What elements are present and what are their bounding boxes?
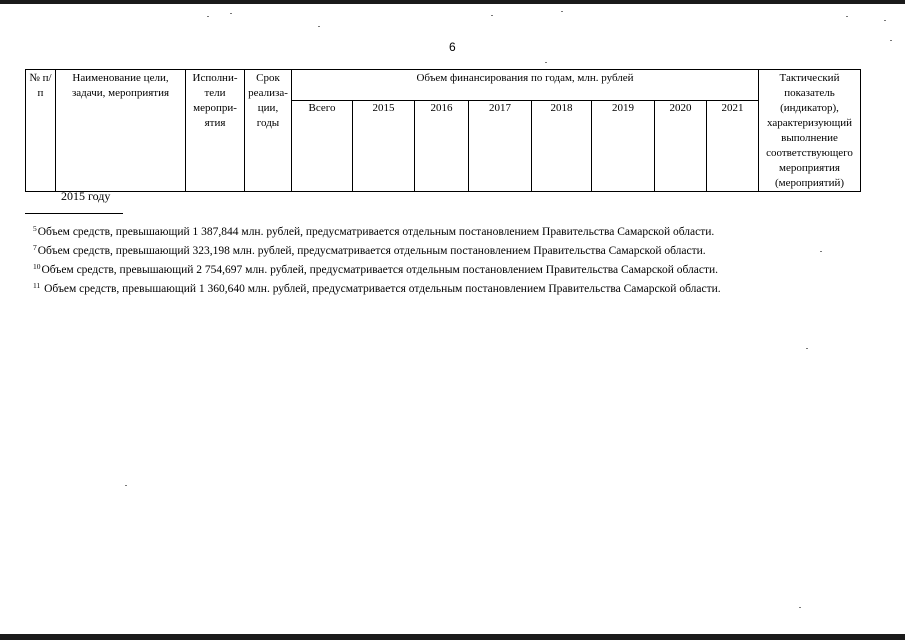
footnote (33, 259, 893, 278)
scan-edge-top (0, 0, 905, 4)
scan-speck (230, 13, 232, 14)
footnote (33, 278, 893, 297)
scan-speck (207, 16, 209, 17)
header-indicator: Тактический показатель (индикатор), характеризующий выполнение соответствующего мероприятия (мероприятий) (759, 70, 861, 192)
footnote (33, 221, 893, 240)
footnote-text: Объем средств, превышающий 1 387,844 млн. рублей, предусматривается отдельным постановлением Правительства Самарской области. (37, 226, 715, 238)
footnote-text: Объем средств, превышающий 323,198 млн. рублей, предусматривается отдельным постановлением Правительства Самарской области. (37, 245, 706, 257)
scan-speck (884, 20, 886, 21)
header-name: Наименование цели, задачи, мероприятия (56, 70, 186, 192)
continuation-text: 2015 году (61, 189, 111, 203)
footnote-mark: 7 (33, 243, 37, 252)
header-executors: Исполни-тели меропри-ятия (186, 70, 245, 192)
footnote-text: Объем средств, превышающий 2 754,697 млн. рублей, предусматривается отдельным постановлением Правительства Самарской области. (41, 264, 719, 276)
scan-speck (125, 485, 127, 486)
scan-speck (491, 15, 493, 16)
header-year-2016: 2016 (415, 101, 469, 192)
footnote-mark: 5 (33, 224, 37, 233)
header-year-2018: 2018 (532, 101, 592, 192)
funding-table (25, 69, 861, 192)
header-term: Срок реализа-ции, годы (245, 70, 292, 192)
scan-speck (561, 11, 563, 12)
header-funding-total: Всего (292, 101, 353, 192)
page-number: 6 (449, 40, 456, 54)
scan-speck (806, 348, 808, 349)
header-year-2019: 2019 (592, 101, 655, 192)
footnote (33, 240, 893, 259)
header-row-number: № п/п (26, 70, 56, 192)
footnote-mark: 11 (33, 281, 41, 290)
header-year-2015: 2015 (353, 101, 415, 192)
footnotes (33, 221, 893, 297)
scan-speck (799, 607, 801, 608)
header-year-2017: 2017 (469, 101, 532, 192)
header-year-2020: 2020 (655, 101, 707, 192)
scan-speck (890, 40, 892, 41)
header-funding-group: Объем финансирования по годам, млн. рублей (292, 70, 759, 101)
scan-speck (318, 26, 320, 27)
footnote-separator (25, 213, 123, 214)
scan-speck (545, 62, 547, 63)
scan-edge-bottom (0, 634, 905, 640)
footnote-mark: 10 (33, 262, 41, 271)
footnote-text: Объем средств, превышающий 1 360,640 млн. рублей, предусматривается отдельным постановлением Правительства Самарской области. (41, 283, 721, 295)
scan-speck (846, 16, 848, 17)
header-year-2021: 2021 (707, 101, 759, 192)
